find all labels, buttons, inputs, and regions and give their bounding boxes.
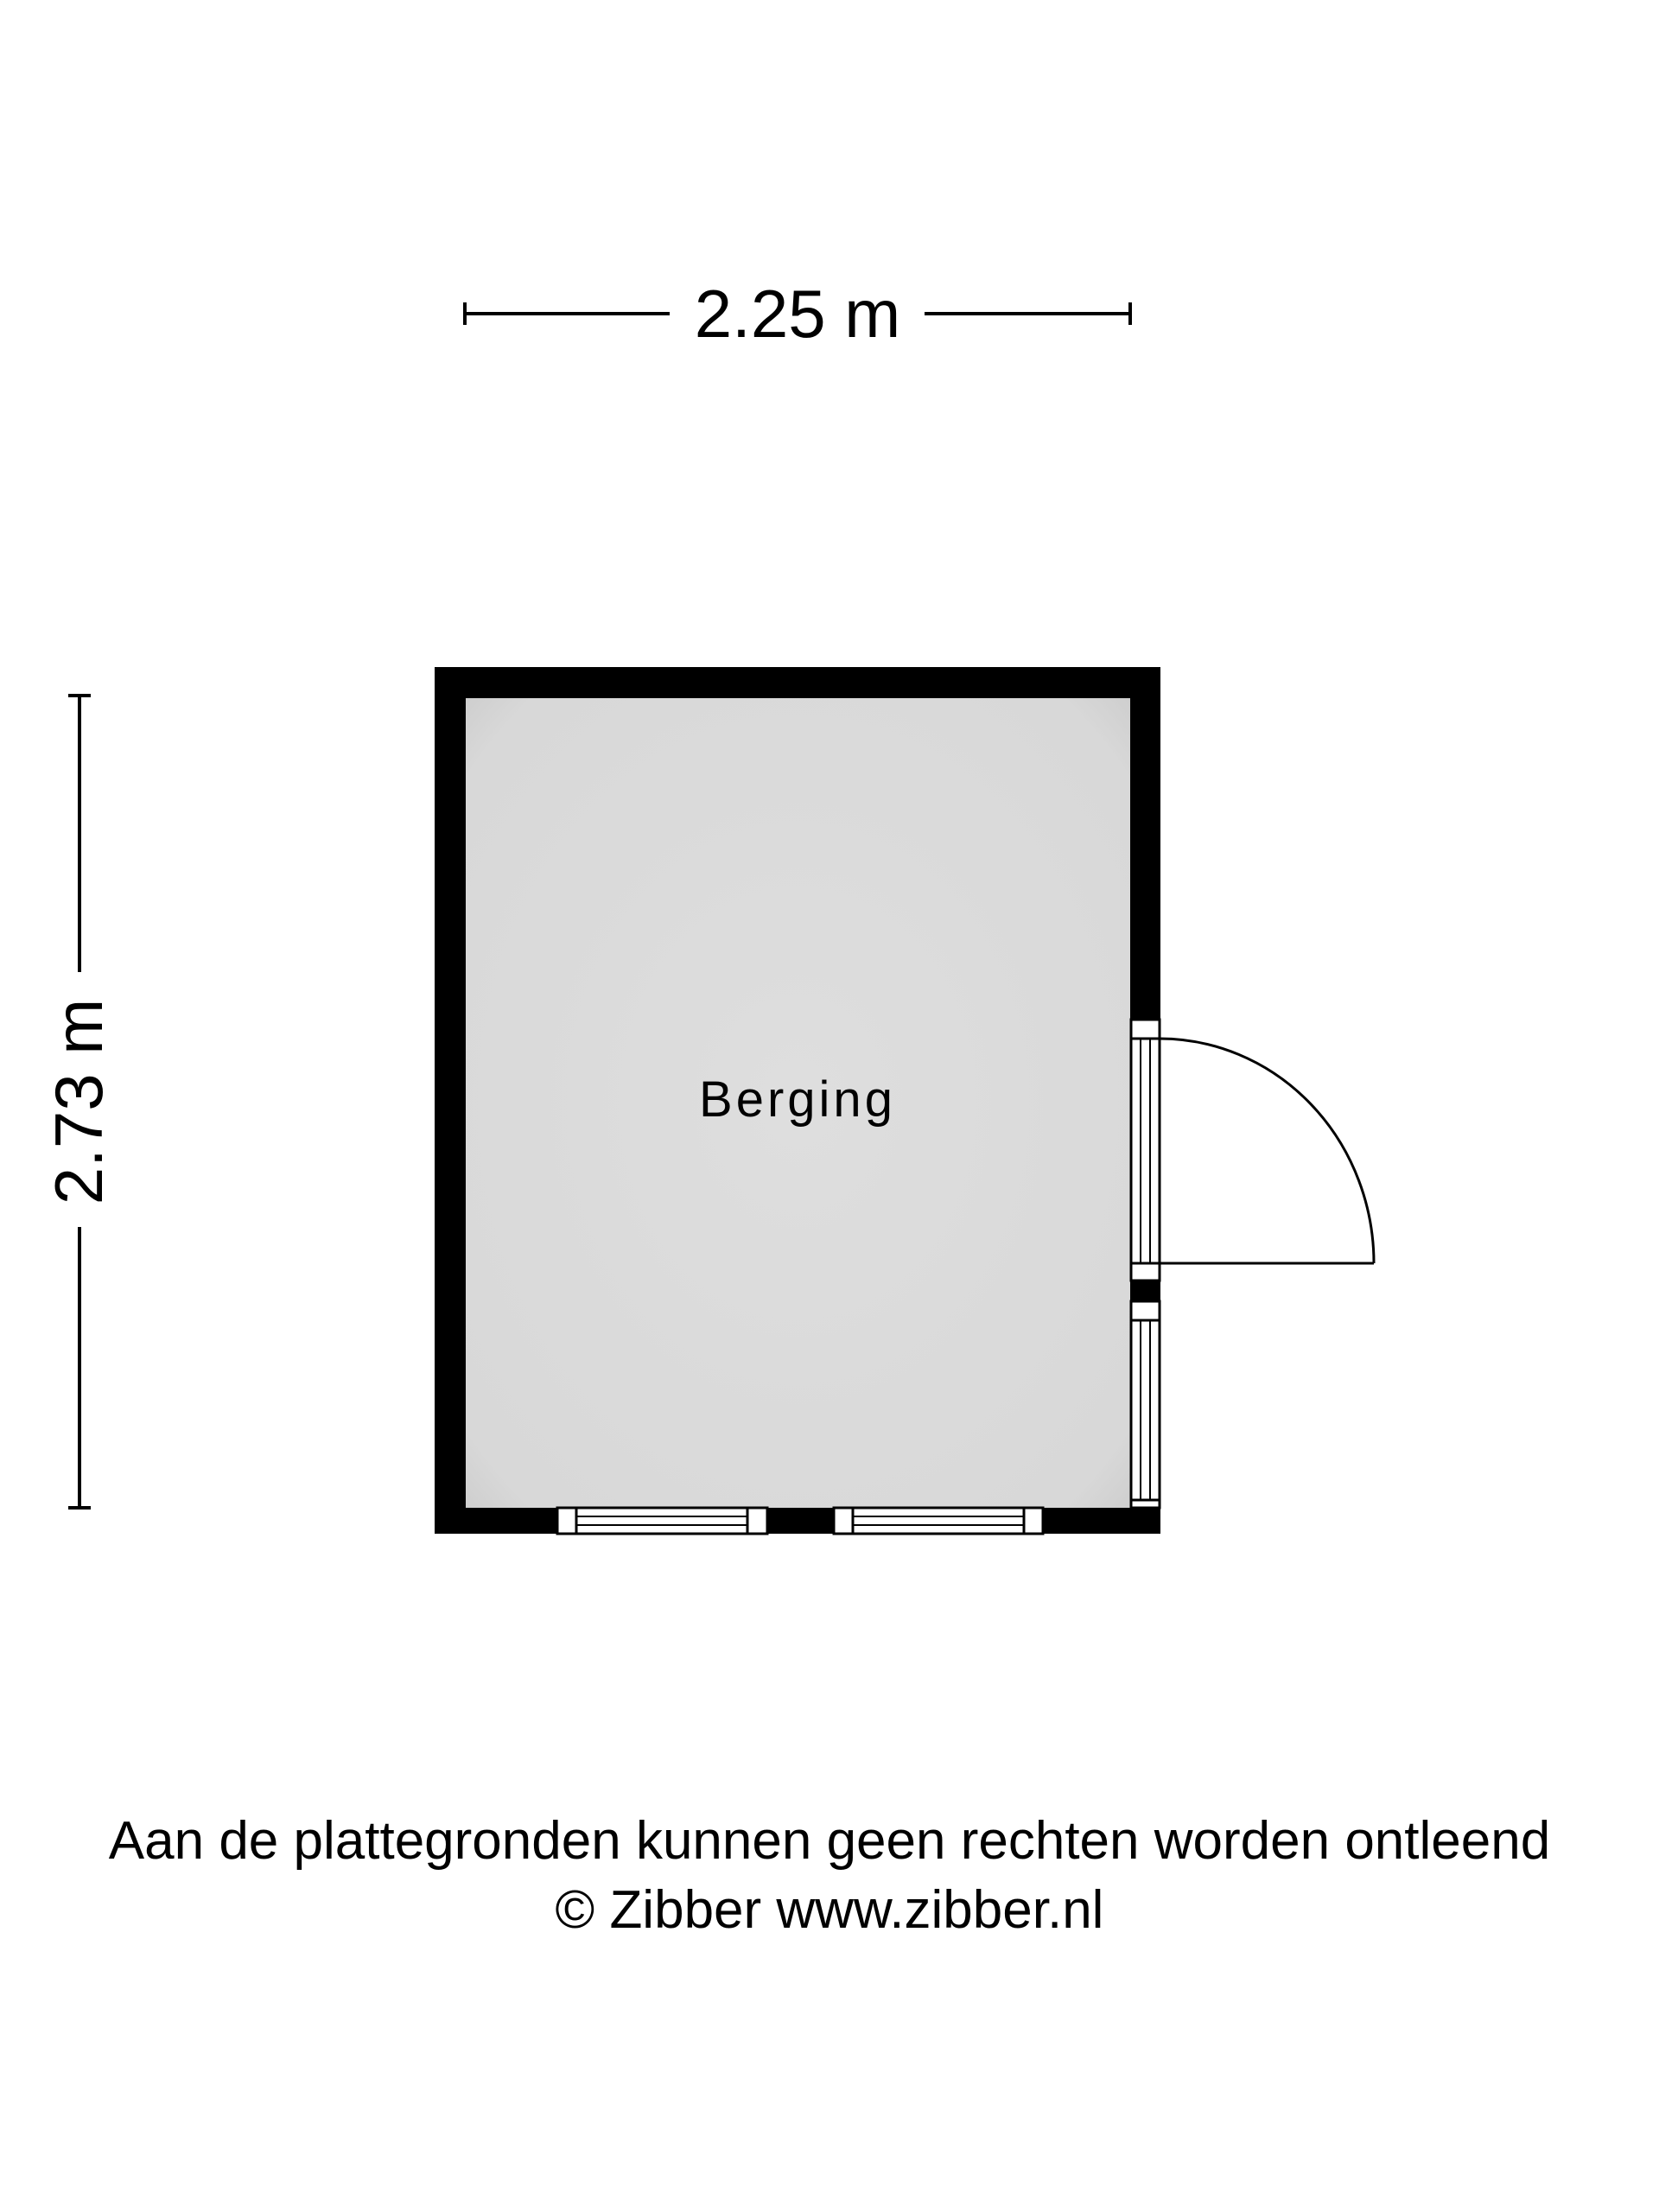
door-swing-arc bbox=[1160, 1039, 1374, 1263]
window-bottom-left bbox=[557, 1508, 767, 1534]
window-bottom-right bbox=[834, 1508, 1043, 1534]
wall-bottom-left bbox=[435, 1508, 557, 1534]
door bbox=[1131, 1020, 1374, 1281]
wall-right-upper bbox=[1130, 667, 1160, 1020]
width-dimension bbox=[465, 276, 1130, 352]
width-dimension-label: 2.25 m bbox=[694, 276, 901, 352]
window-right bbox=[1131, 1301, 1160, 1508]
wall-bottom-middle bbox=[767, 1508, 834, 1534]
wall-bottom-right bbox=[1043, 1508, 1160, 1534]
wall-right-post bbox=[1130, 1281, 1160, 1301]
room-label-berging: Berging bbox=[699, 1071, 896, 1128]
copyright-text: © Zibber www.zibber.nl bbox=[555, 1880, 1104, 1940]
height-dimension-label: 2.73 m bbox=[41, 998, 117, 1205]
wall-left bbox=[435, 667, 466, 1534]
height-dimension bbox=[41, 696, 117, 1508]
disclaimer-text: Aan de plattegronden kunnen geen rechten worden ontleend bbox=[108, 1811, 1551, 1871]
wall-top bbox=[435, 667, 1160, 698]
